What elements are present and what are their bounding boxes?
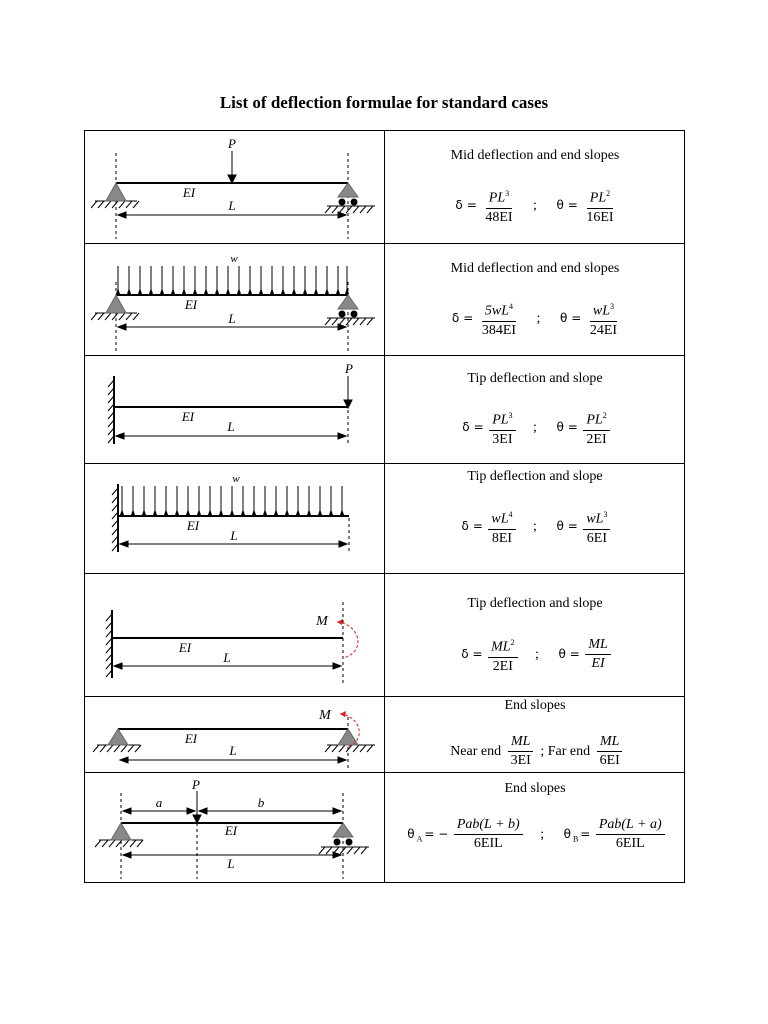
formula-line bbox=[386, 733, 684, 770]
case-heading: Mid deflection and end slopes bbox=[450, 148, 620, 163]
delta-denominator: 2EI bbox=[492, 658, 513, 674]
delta-numerator: PL bbox=[488, 190, 506, 206]
delta-symbol: δ bbox=[461, 519, 469, 534]
case-heading: Mid deflection and end slopes bbox=[450, 261, 620, 276]
formula-line: δ = $\frac{PL^3}{3EI}$ ; θ = $\frac{PL^2}{2EI}$ bbox=[386, 407, 684, 449]
theta-b-subscript: B bbox=[572, 834, 579, 844]
case-4-figure bbox=[85, 464, 383, 573]
theta-exponent: 3 bbox=[610, 302, 615, 311]
case-3-formula bbox=[386, 356, 684, 463]
delta-numerator: ML bbox=[491, 639, 511, 655]
theta-a-subscript: A bbox=[416, 834, 423, 844]
delta-symbol: δ bbox=[462, 420, 470, 435]
case-heading: Tip deflection and slope bbox=[467, 469, 603, 484]
theta-numerator: wL bbox=[592, 303, 611, 319]
case-1-figure bbox=[85, 131, 383, 243]
theta-a-denominator: 6EIL bbox=[473, 836, 503, 851]
theta-numerator: PL bbox=[589, 190, 607, 206]
span-label: L bbox=[227, 419, 235, 434]
case-5-figure bbox=[85, 574, 383, 696]
delta-exponent: 3 bbox=[508, 411, 513, 420]
delta-denominator: 3EI bbox=[492, 431, 513, 447]
theta-denominator: 24EI bbox=[589, 322, 618, 338]
case-6-formula bbox=[386, 697, 684, 772]
far-numerator: ML bbox=[597, 733, 622, 752]
case-7-formula bbox=[386, 773, 684, 882]
span-label: L bbox=[228, 198, 236, 213]
distributed-load-label: w bbox=[232, 473, 240, 485]
theta-denominator: 2EI bbox=[586, 431, 607, 447]
case-2-figure bbox=[85, 244, 383, 355]
theta-exponent: 2 bbox=[606, 189, 611, 198]
theta-denominator: 6EI bbox=[586, 530, 608, 546]
case-2-formula bbox=[386, 244, 684, 355]
theta-b-sign: = bbox=[580, 826, 591, 841]
formula-line: θ $_A$ = − $\frac{\text{Pab(L + b)}}{\text{6EIL}}$ ; θ $_B$ = $\frac{\text{Pab(L + a)}}{\text{6EIL}}$ bbox=[386, 816, 684, 853]
near-denominator: 3EI bbox=[510, 753, 531, 768]
formula-line: δ = $\frac{ML^2}{2EI}$ ; θ = $\frac{ML}{EI}$ bbox=[386, 634, 684, 676]
beam-stiffness-label: EI bbox=[181, 409, 195, 424]
point-load-label: P bbox=[228, 136, 236, 151]
delta-exponent: 4 bbox=[509, 302, 513, 311]
delta-numerator: wL bbox=[491, 511, 509, 527]
theta-exponent: 3 bbox=[603, 510, 608, 519]
delta-numerator: PL bbox=[492, 412, 509, 428]
case-heading: Tip deflection and slope bbox=[467, 596, 603, 611]
delta-exponent: 4 bbox=[508, 510, 513, 519]
delta-symbol: δ bbox=[451, 311, 460, 326]
span-label: L bbox=[229, 743, 237, 758]
span-label: L bbox=[223, 650, 231, 665]
distributed-load-label: w bbox=[230, 253, 238, 265]
moment-arrow-icon bbox=[337, 622, 358, 658]
delta-exponent: 2 bbox=[510, 638, 515, 647]
delta-exponent: 3 bbox=[505, 189, 510, 198]
theta-b-denominator: 6EIL bbox=[615, 836, 645, 851]
theta-symbol: θ bbox=[556, 420, 564, 435]
theta-numerator: ML bbox=[588, 637, 608, 653]
formula-line: δ = $\frac{PL^3}{48EI}$ ; θ = $\frac{PL^2}{16EI}$ bbox=[386, 185, 684, 227]
point-load-label: P bbox=[192, 777, 200, 792]
far-end-label: ; Far end bbox=[540, 743, 591, 759]
point-load-label: P bbox=[345, 361, 353, 376]
beam-stiffness-label: EI bbox=[178, 640, 192, 655]
delta-denominator: 8EI bbox=[491, 530, 513, 546]
case-heading: End slopes bbox=[504, 698, 566, 713]
delta-denominator: 48EI bbox=[485, 209, 513, 225]
theta-symbol: θ bbox=[556, 519, 564, 534]
beam-stiffness-label: EI bbox=[184, 731, 198, 746]
theta-symbol: θ bbox=[559, 311, 568, 326]
case-4-formula bbox=[386, 464, 684, 573]
formula-line: δ = $\frac{5wL^4}{384EI}$ ; θ = $\frac{wL^3}{24EI}$ bbox=[386, 298, 684, 340]
case-7-figure bbox=[85, 773, 383, 882]
distance-b-label: b bbox=[257, 795, 265, 810]
theta-b-numerator: Pab(L + a) bbox=[596, 816, 665, 835]
page-title: List of deflection formulae for standard cases bbox=[219, 93, 549, 112]
span-label: L bbox=[227, 856, 235, 871]
beam-stiffness-label: EI bbox=[224, 823, 238, 838]
theta-symbol: θ bbox=[558, 647, 566, 662]
theta-numerator: PL bbox=[586, 412, 603, 428]
span-label: L bbox=[228, 311, 236, 326]
far-denominator: 6EI bbox=[599, 753, 620, 768]
theta-b-symbol: θ bbox=[563, 826, 571, 841]
span-label: L bbox=[230, 528, 238, 543]
case-5-formula bbox=[386, 574, 684, 696]
case-6-figure bbox=[85, 697, 383, 772]
delta-denominator: 384EI bbox=[481, 322, 517, 338]
formula-line: δ = $\frac{wL^4}{8EI}$ ; θ = $\frac{wL^3}{6EI}$ bbox=[386, 506, 684, 548]
distance-a-label: a bbox=[155, 795, 163, 810]
beam-stiffness-label: EI bbox=[184, 297, 198, 312]
near-end-label: Near end bbox=[450, 743, 502, 759]
theta-numerator: wL bbox=[586, 511, 604, 527]
beam-stiffness-label: EI bbox=[182, 185, 196, 200]
moment-label: M bbox=[316, 614, 328, 629]
case-heading: Tip deflection and slope bbox=[467, 371, 603, 386]
case-3-figure bbox=[85, 356, 383, 463]
theta-denominator: 16EI bbox=[586, 209, 614, 225]
theta-denominator: EI bbox=[591, 656, 605, 672]
theta-a-sign: = − bbox=[424, 826, 449, 841]
delta-numerator: 5wL bbox=[484, 303, 509, 319]
theta-symbol: θ bbox=[556, 198, 564, 213]
delta-symbol: δ bbox=[455, 198, 463, 213]
case-heading: End slopes bbox=[504, 781, 566, 796]
case-1-formula bbox=[386, 131, 684, 243]
theta-a-numerator: Pab(L + b) bbox=[454, 816, 523, 835]
near-numerator: ML bbox=[508, 733, 533, 752]
moment-label: M bbox=[319, 708, 331, 723]
theta-a-symbol: θ bbox=[407, 826, 415, 841]
theta-exponent: 2 bbox=[602, 411, 607, 420]
beam-stiffness-label: EI bbox=[186, 518, 200, 533]
delta-symbol: δ bbox=[461, 647, 469, 662]
